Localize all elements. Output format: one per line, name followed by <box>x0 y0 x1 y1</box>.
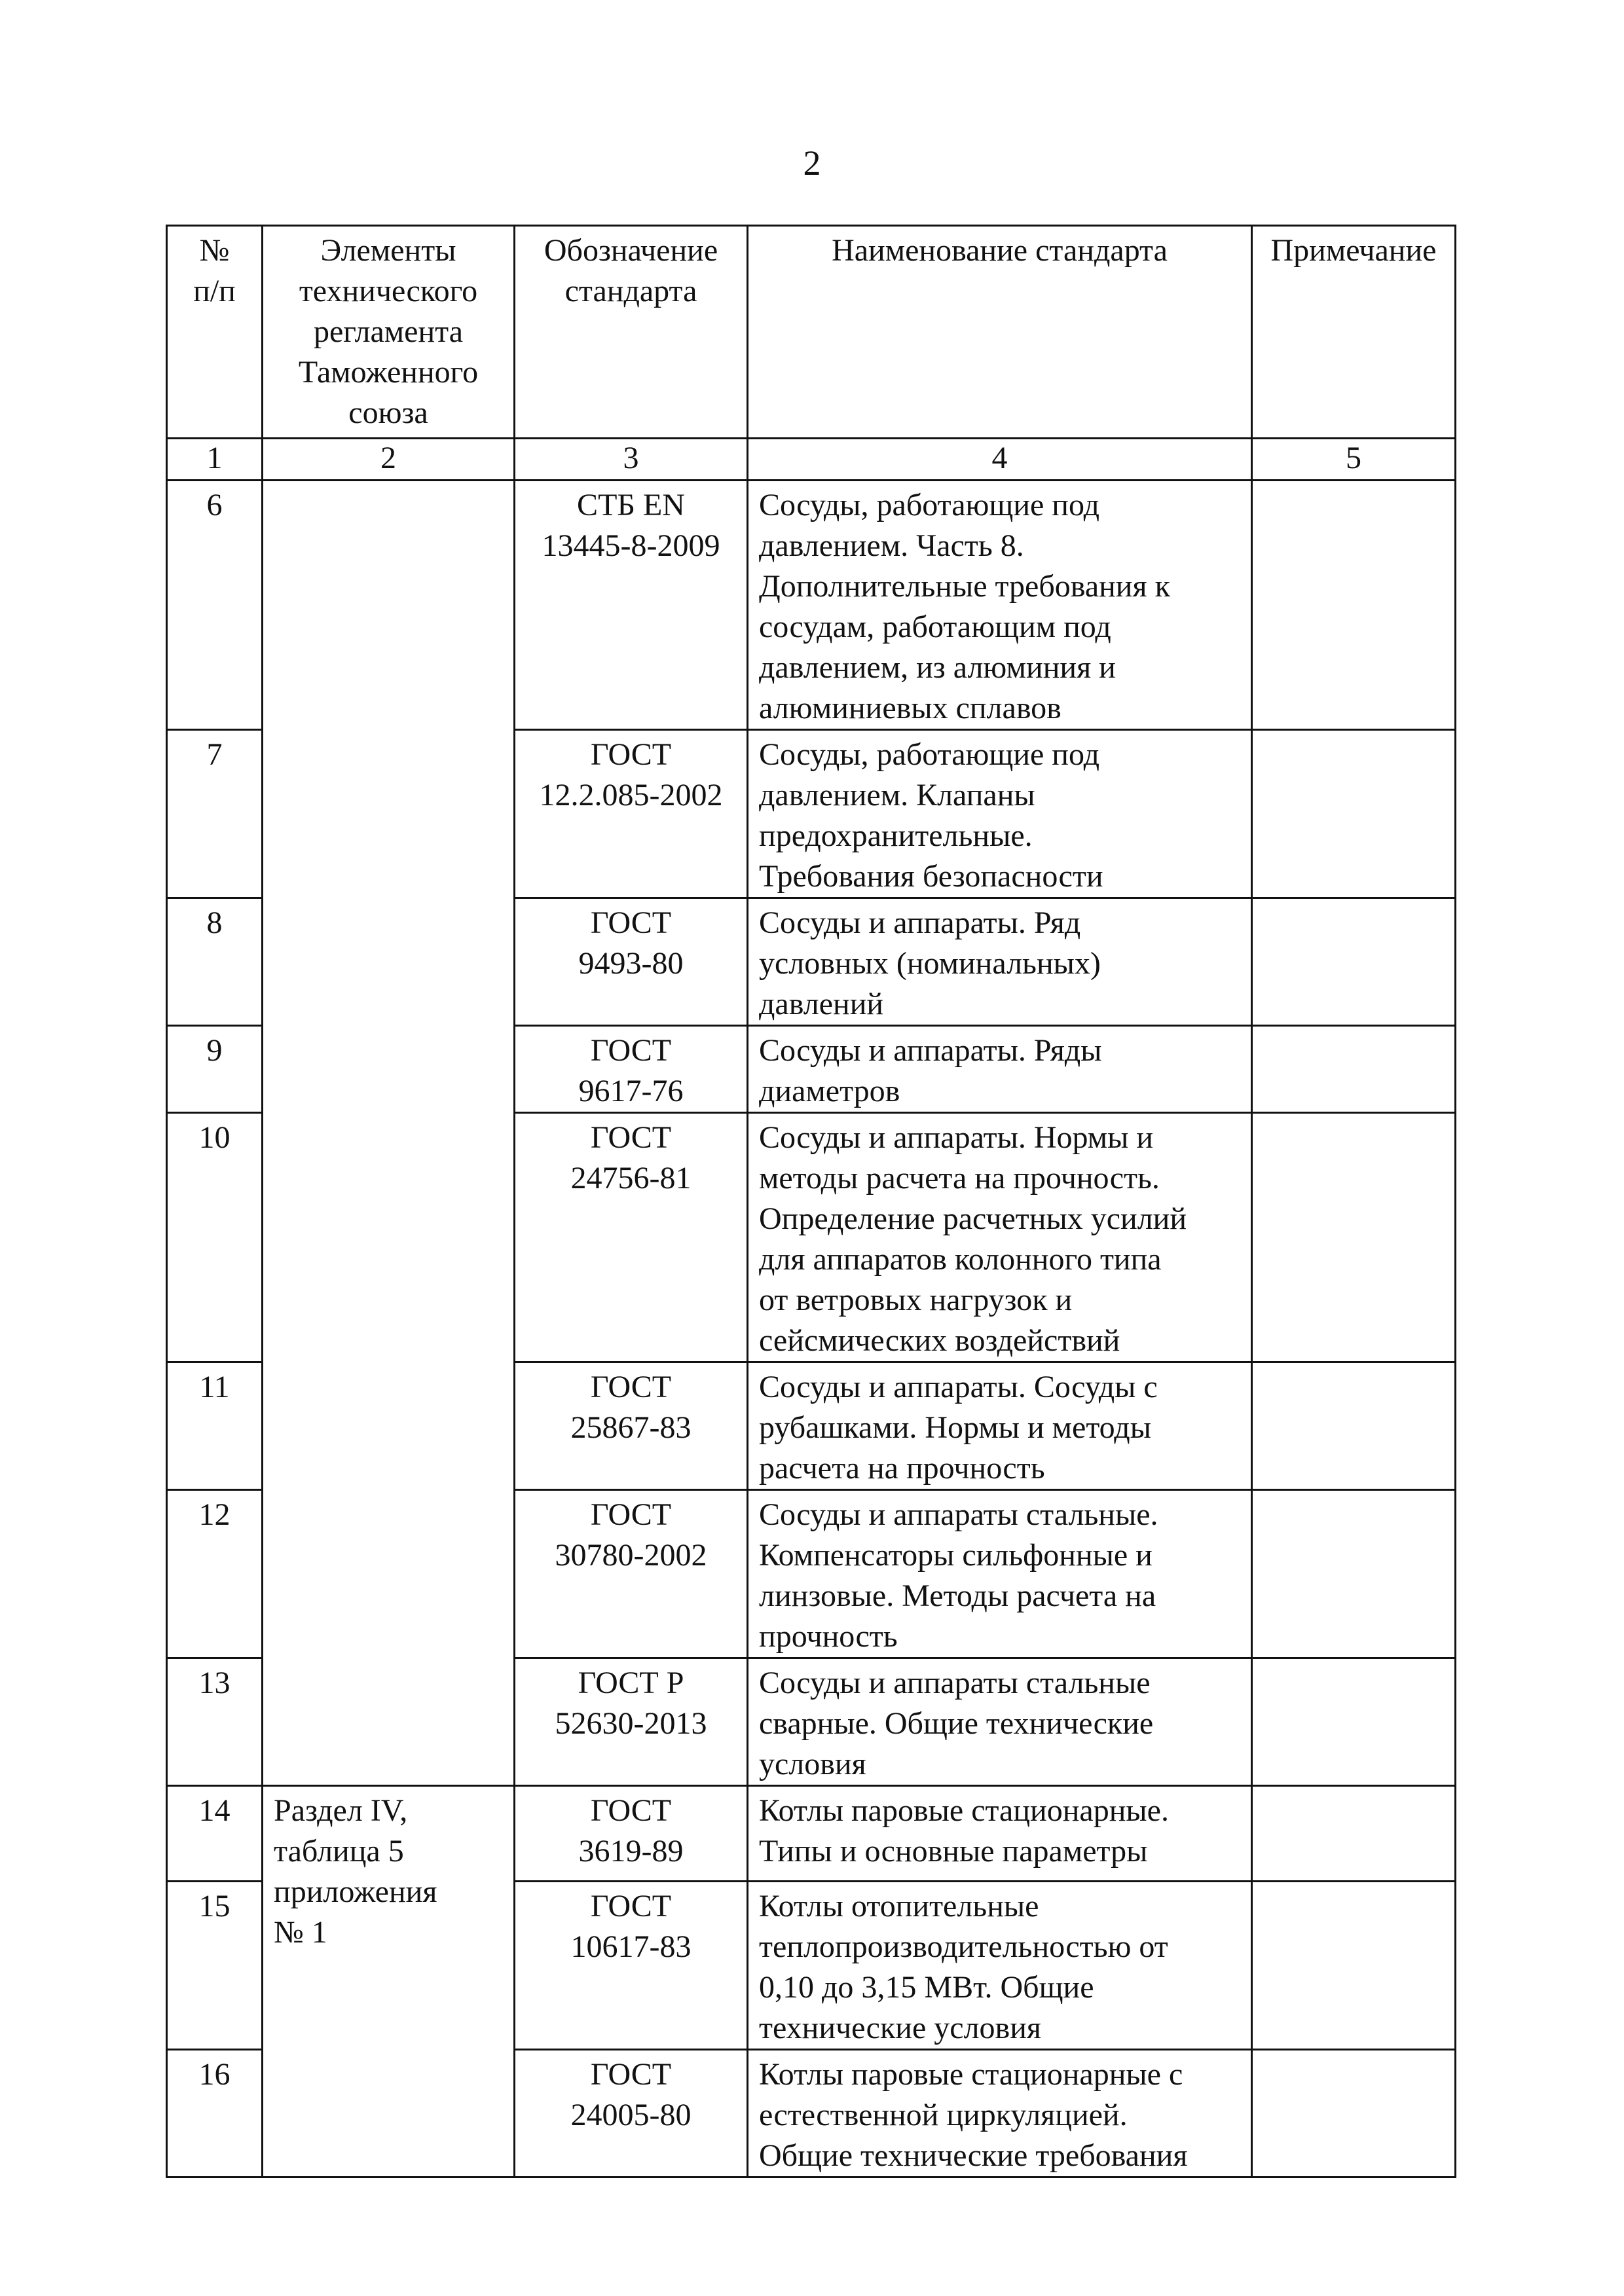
row-designation: ГОСТ 24005-80 <box>515 2050 748 2178</box>
row-designation: ГОСТ 12.2.085-2002 <box>515 730 748 898</box>
page-number: 2 <box>803 143 821 183</box>
standards-table <box>166 225 1456 2178</box>
row-designation: ГОСТ 3619-89 <box>515 1786 748 1882</box>
row-name: Котлы отопительные теплопроизводительностью от 0,10 до 3,15 МВт. Общие технические условия <box>748 1882 1252 2050</box>
header-elements: Элементы технического регламента Таможенного союза <box>263 226 515 439</box>
row-designation: СТБ EN 13445-8-2009 <box>515 481 748 730</box>
row-note <box>1252 730 1456 898</box>
row-num: 11 <box>167 1362 263 1490</box>
row-name: Сосуды и аппараты стальные сварные. Общие технические условия <box>748 1658 1252 1786</box>
row-name: Сосуды и аппараты. Ряд условных (номинальных) давлений <box>748 898 1252 1026</box>
row-name: Котлы паровые стационарные с естественной циркуляцией. Общие технические требования <box>748 2050 1252 2178</box>
table-header-row <box>167 226 1456 439</box>
table-row <box>167 1786 1456 1882</box>
row-num: 7 <box>167 730 263 898</box>
row-num: 14 <box>167 1786 263 1882</box>
row-name: Сосуды и аппараты стальные. Компенсаторы сильфонные и линзовые. Методы расчета на прочность <box>748 1490 1252 1658</box>
row-elements-empty <box>263 481 515 1786</box>
row-note <box>1252 1490 1456 1658</box>
column-number: 4 <box>748 439 1252 481</box>
row-name: Сосуды, работающие под давлением. Клапаны предохранительные. Требования безопасности <box>748 730 1252 898</box>
row-num: 15 <box>167 1882 263 2050</box>
row-note <box>1252 1362 1456 1490</box>
table-row <box>167 481 1456 730</box>
row-num: 16 <box>167 2050 263 2178</box>
row-designation: ГОСТ Р 52630-2013 <box>515 1658 748 1786</box>
header-note: Примечание <box>1252 226 1456 439</box>
header-name: Наименование стандарта <box>748 226 1252 439</box>
row-designation: ГОСТ 9493-80 <box>515 898 748 1026</box>
row-num: 13 <box>167 1658 263 1786</box>
row-note <box>1252 2050 1456 2178</box>
column-number: 2 <box>263 439 515 481</box>
row-num: 10 <box>167 1113 263 1362</box>
row-note <box>1252 1882 1456 2050</box>
row-num: 8 <box>167 898 263 1026</box>
row-note <box>1252 481 1456 730</box>
row-elements-section-iv: Раздел IV, таблица 5 приложения № 1 <box>263 1786 515 2178</box>
row-name: Сосуды и аппараты. Ряды диаметров <box>748 1026 1252 1113</box>
row-num: 12 <box>167 1490 263 1658</box>
column-number: 1 <box>167 439 263 481</box>
row-note <box>1252 1113 1456 1362</box>
column-number: 3 <box>515 439 748 481</box>
row-note <box>1252 1786 1456 1882</box>
row-name: Сосуды и аппараты. Нормы и методы расчета на прочность. Определение расчетных усилий для аппаратов колонного типа от ветровых нагрузок и сейсмических воздействий <box>748 1113 1252 1362</box>
row-designation: ГОСТ 9617-76 <box>515 1026 748 1113</box>
row-designation: ГОСТ 30780-2002 <box>515 1490 748 1658</box>
column-number: 5 <box>1252 439 1456 481</box>
row-designation: ГОСТ 25867-83 <box>515 1362 748 1490</box>
header-num: № п/п <box>167 226 263 439</box>
column-number-row <box>167 439 1456 481</box>
row-note <box>1252 1026 1456 1113</box>
row-note <box>1252 898 1456 1026</box>
header-designation: Обозначение стандарта <box>515 226 748 439</box>
row-name: Сосуды, работающие под давлением. Часть 8. Дополнительные требования к сосудам, работающим под давлением, из алюминия и алюминиевых сплавов <box>748 481 1252 730</box>
row-name: Котлы паровые стационарные. Типы и основные параметры <box>748 1786 1252 1882</box>
row-designation: ГОСТ 24756-81 <box>515 1113 748 1362</box>
row-designation: ГОСТ 10617-83 <box>515 1882 748 2050</box>
row-num: 6 <box>167 481 263 730</box>
row-name: Сосуды и аппараты. Сосуды с рубашками. Нормы и методы расчета на прочность <box>748 1362 1252 1490</box>
row-num: 9 <box>167 1026 263 1113</box>
row-note <box>1252 1658 1456 1786</box>
